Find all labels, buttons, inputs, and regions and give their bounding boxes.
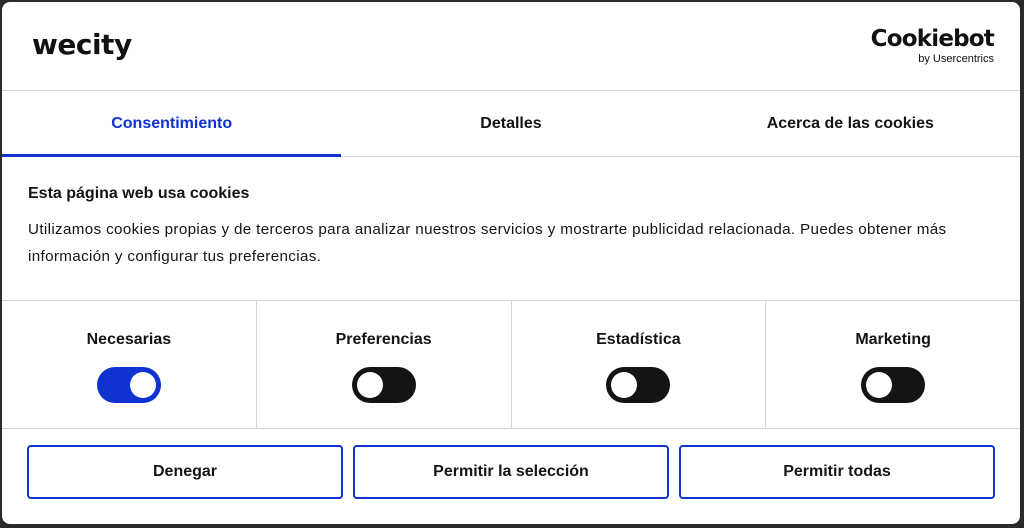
toggle-knob — [611, 372, 637, 398]
tab-detalles[interactable]: Detalles — [480, 114, 542, 132]
consent-text: Utilizamos cookies propias y de terceros para analizar nuestros servicios y mostrarte publicidad relacionada. Puedes obtener más información y configurar tus preferencias. — [28, 221, 947, 265]
toggle-necesarias[interactable] — [97, 367, 161, 403]
toggle-cell-marketing — [766, 301, 1020, 428]
toggle-label-preferencias: Preferencias — [335, 331, 432, 348]
toggle-marketing[interactable] — [861, 367, 925, 403]
toggle-cell-necesarias — [2, 301, 257, 428]
cookiebot-logo[interactable] — [871, 26, 994, 65]
toggle-label-marketing: Marketing — [855, 331, 931, 348]
allow-all-button[interactable]: Permitir todas — [679, 445, 995, 499]
toggle-cell-preferencias — [257, 301, 512, 428]
dialog-header — [2, 2, 1020, 91]
tab-consentimiento[interactable]: Consentimiento — [2, 91, 341, 156]
toggle-label-necesarias: Necesarias — [86, 331, 172, 348]
cookiebot-sub: by Usercentrics — [918, 53, 994, 65]
toggle-cell-estadistica — [512, 301, 767, 428]
cookie-consent-dialog — [2, 2, 1020, 524]
tab-acerca-cookies[interactable]: Acerca de las cookies — [766, 114, 934, 132]
consent-body — [2, 157, 1020, 300]
deny-button[interactable]: Denegar — [27, 445, 343, 499]
toggle-knob — [357, 372, 383, 398]
wecity-logo: wecity — [32, 28, 132, 61]
toggle-estadistica[interactable] — [606, 367, 670, 403]
category-toggles — [2, 300, 1020, 429]
tab-bar — [2, 91, 1020, 157]
toggle-knob — [130, 372, 156, 398]
allow-selection-button[interactable]: Permitir la selección — [353, 445, 669, 499]
toggle-preferencias[interactable] — [352, 367, 416, 403]
toggle-knob — [866, 372, 892, 398]
action-buttons — [2, 429, 1020, 499]
toggle-label-estadistica: Estadística — [596, 331, 681, 348]
consent-heading: Esta página web usa cookies — [28, 185, 250, 202]
cookiebot-name: Cookiebot — [870, 26, 994, 52]
